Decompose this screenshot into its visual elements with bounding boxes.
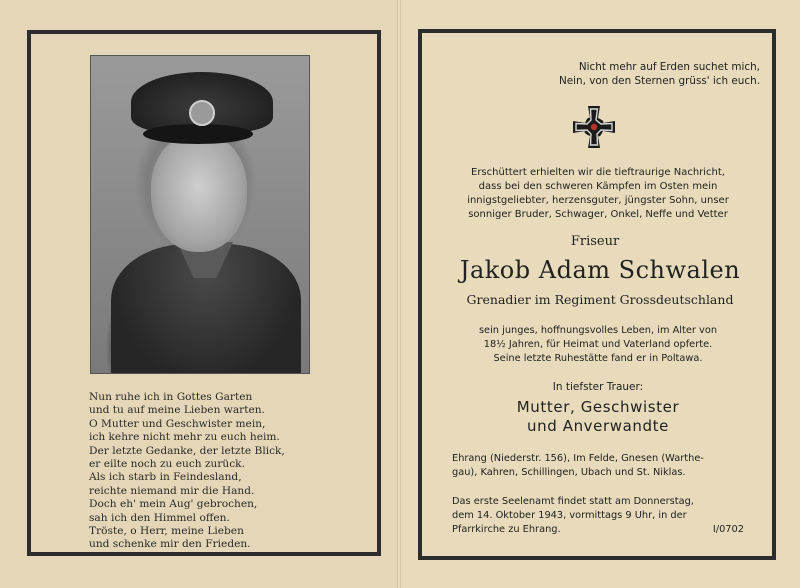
soldier-portrait-photo [90,55,310,374]
mass-last-line [452,523,744,537]
card-fold [397,0,401,588]
poem-line: und schenke mir den Frieden. [89,538,251,551]
places-list [452,452,744,480]
announcement-line: dass bei den schweren Kämpfen im Osten mein [478,181,718,192]
requiem-mass-notice [452,495,744,537]
announcement-line: Erschüttert erhielten wir die tieftraurige Nachricht, [471,167,725,178]
life-line: 18½ Jahren, für Heimat und Vaterland opferte. [483,339,713,350]
print-code: I/0702 [712,524,744,535]
poem-line: Als ich starb in Feindesland, [89,471,242,484]
iron-cross-icon [571,104,617,150]
poem-line: O Mutter und Geschwister mein, [89,417,266,430]
poem-line: Der letzte Gedanke, der letzte Blick, [89,444,285,457]
mourning-family [452,398,744,436]
places-line: Ehrang (Niederstr. 156), Im Felde, Gnesen (Warthe- [452,453,704,464]
poem-line: sah ich den Himmel offen. [89,511,230,524]
poem-line: Tröste, o Herr, meine Lieben [89,525,244,538]
poem-line: er eilte noch zu euch zurück. [89,458,245,471]
motto-line: Nein, von den Sternen grüss' ich euch. [558,75,760,87]
occupation: Friseur [570,234,620,249]
memorial-poem [89,391,319,552]
motto-line: Nicht mehr auf Erden suchet mich, [578,61,760,73]
poem-line: Doch eh' mein Aug' gebrochen, [89,498,258,511]
poem-line: ich kehre nicht mehr zu euch heim. [89,431,280,444]
announcement-line: sonniger Bruder, Schwager, Onkel, Neffe und Vetter [468,209,728,220]
life-text [452,324,744,366]
mass-location: Pfarrkirche zu Ehrang. [452,524,561,535]
photo-cap-badge [189,100,215,126]
photo-face [151,134,247,252]
motto [460,60,760,88]
life-line: Seine letzte Ruhestätte fand er in Poltawa. [493,353,703,364]
life-line: sein junges, hoffnungsvolles Leben, im Alter von [478,325,718,336]
announcement-text [452,166,744,222]
family-line: und Anverwandte [527,417,669,435]
grief-heading: In tiefster Trauer: [552,381,644,393]
places-line: gau), Kahren, Schillingen, Ubach und St. Niklas. [452,467,686,478]
military-rank: Grenadier im Regiment Grossdeutschland [466,292,734,307]
mass-line: Das erste Seelenamt findet statt am Donnerstag, [452,496,694,507]
announcement-line: innigstgeliebter, herzensguter, jüngster Sohn, unser [467,195,729,206]
poem-line: und tu auf meine Lieben warten. [89,404,265,417]
mass-line: dem 14. Oktober 1943, vormittags 9 Uhr, in der [452,510,687,521]
deceased-name: Jakob Adam Schwalen [459,256,741,284]
photo-cap-visor [143,124,253,144]
family-line: Mutter, Geschwister [516,398,680,416]
poem-line: Nun ruhe ich in Gottes Garten [89,391,253,403]
poem-line: reichte niemand mir die Hand. [89,484,255,497]
